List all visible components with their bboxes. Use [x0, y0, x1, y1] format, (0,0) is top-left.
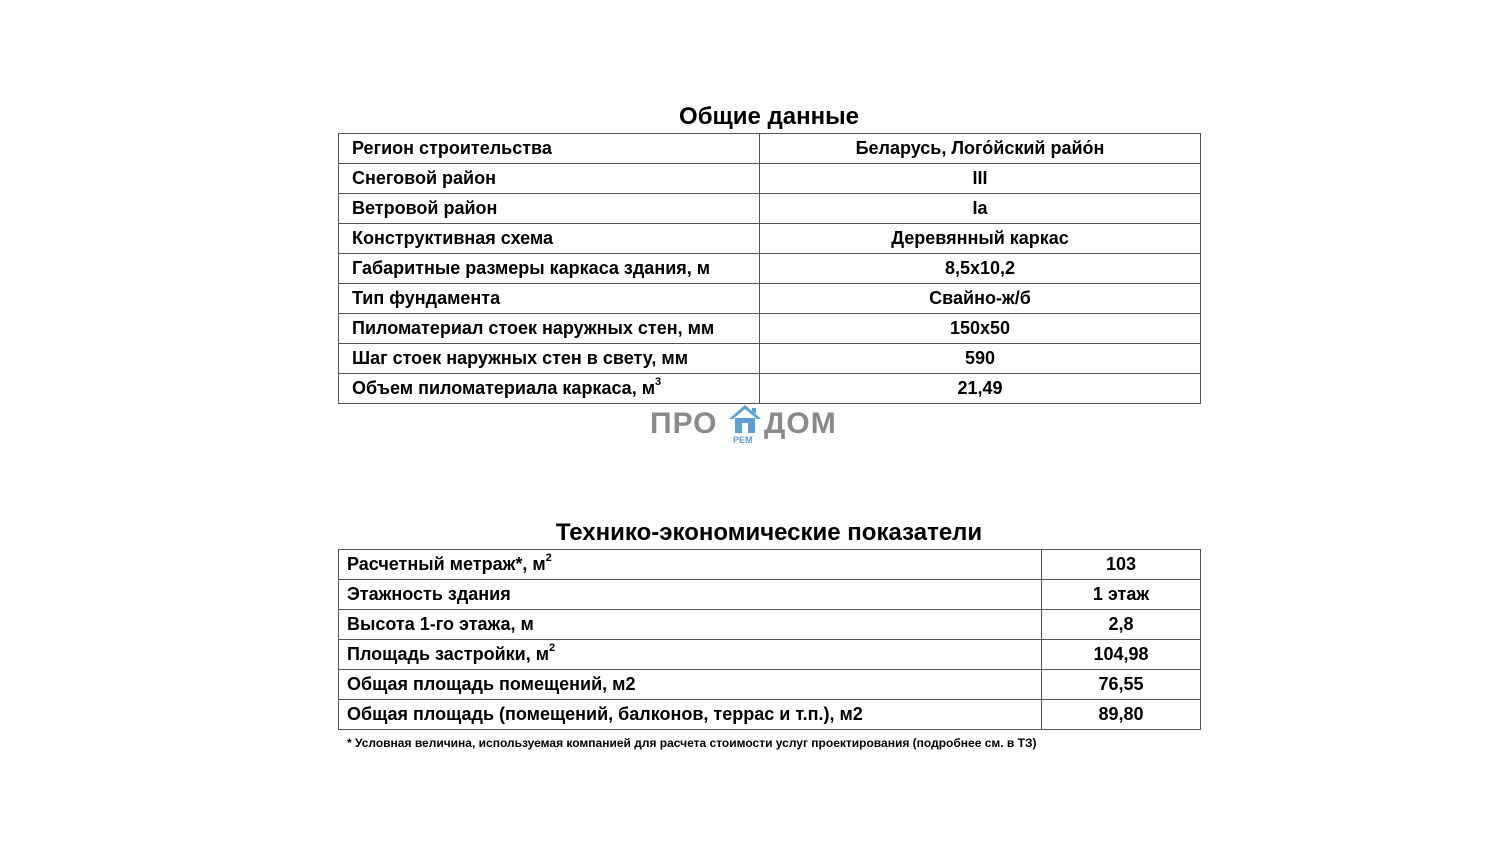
- logo-subtext: РЕМ: [733, 435, 753, 445]
- general-data-title: Общие данные: [679, 103, 859, 130]
- table-row: [339, 164, 1201, 194]
- house-roof: [729, 405, 761, 419]
- table-row: [339, 284, 1201, 314]
- row-value: Беларусь, Лого́йский райо́н: [760, 134, 1201, 164]
- table-row: [339, 580, 1201, 610]
- row-label: Регион строительства: [339, 134, 760, 164]
- row-label: Тип фундамента: [339, 284, 760, 314]
- table-row: [339, 314, 1201, 344]
- row-label: Ветровой район: [339, 194, 760, 224]
- row-label: [339, 550, 1042, 580]
- row-label-text: Объем пиломатериала каркаса, м: [352, 378, 656, 398]
- row-value: Деревянный каркас: [760, 224, 1201, 254]
- row-label-text: Площадь застройки, м: [347, 644, 550, 664]
- table-row: [339, 224, 1201, 254]
- row-label: Шаг стоек наружных стен в свету, мм: [339, 344, 760, 374]
- row-label: Габаритные размеры каркаса здания, м: [339, 254, 760, 284]
- row-value: III: [760, 164, 1201, 194]
- row-label: Снеговой район: [339, 164, 760, 194]
- unit-superscript: 2: [549, 642, 556, 654]
- table-row: [339, 134, 1201, 164]
- row-value: 1 этаж: [1042, 580, 1201, 610]
- row-value: 104,98: [1042, 640, 1201, 670]
- row-value: Свайно-ж/б: [760, 284, 1201, 314]
- table-row: [339, 254, 1201, 284]
- row-value: 150x50: [760, 314, 1201, 344]
- company-logo: [650, 404, 850, 446]
- table-row: [339, 550, 1201, 580]
- row-value: 103: [1042, 550, 1201, 580]
- row-value: 76,55: [1042, 670, 1201, 700]
- row-label: Общая площадь (помещений, балконов, террас и т.п.), м2: [339, 700, 1042, 730]
- row-label: Этажность здания: [339, 580, 1042, 610]
- tech-indicators-table: [338, 549, 1201, 730]
- unit-superscript: 3: [655, 376, 662, 388]
- table-row: [339, 374, 1201, 404]
- logo-text-left: ПРО: [650, 407, 718, 440]
- general-data-table: [338, 133, 1201, 404]
- table-row: [339, 344, 1201, 374]
- footnote: * Условная величина, используемая компанией для расчета стоимости услуг проектирования (подробнее см. в ТЗ): [347, 736, 1037, 750]
- table-row: [339, 610, 1201, 640]
- unit-superscript: 2: [545, 552, 552, 564]
- row-value: Ia: [760, 194, 1201, 224]
- row-label: [339, 640, 1042, 670]
- row-label: Пиломатериал стоек наружных стен, мм: [339, 314, 760, 344]
- row-value: 89,80: [1042, 700, 1201, 730]
- row-value: 590: [760, 344, 1201, 374]
- table-row: [339, 194, 1201, 224]
- table-row: [339, 700, 1201, 730]
- row-value: 21,49: [760, 374, 1201, 404]
- row-label: Высота 1-го этажа, м: [339, 610, 1042, 640]
- row-label: [339, 374, 760, 404]
- row-label: Общая площадь помещений, м2: [339, 670, 1042, 700]
- table-row: [339, 670, 1201, 700]
- row-label-text: Расчетный метраж*, м: [347, 554, 546, 574]
- row-value: 8,5x10,2: [760, 254, 1201, 284]
- logo-text-right: ДОМ: [764, 407, 837, 440]
- house-door: [742, 423, 748, 433]
- row-label: Конструктивная схема: [339, 224, 760, 254]
- house-icon: [728, 404, 762, 436]
- tech-indicators-title: Технико-экономические показатели: [555, 519, 983, 546]
- table-row: [339, 640, 1201, 670]
- row-value: 2,8: [1042, 610, 1201, 640]
